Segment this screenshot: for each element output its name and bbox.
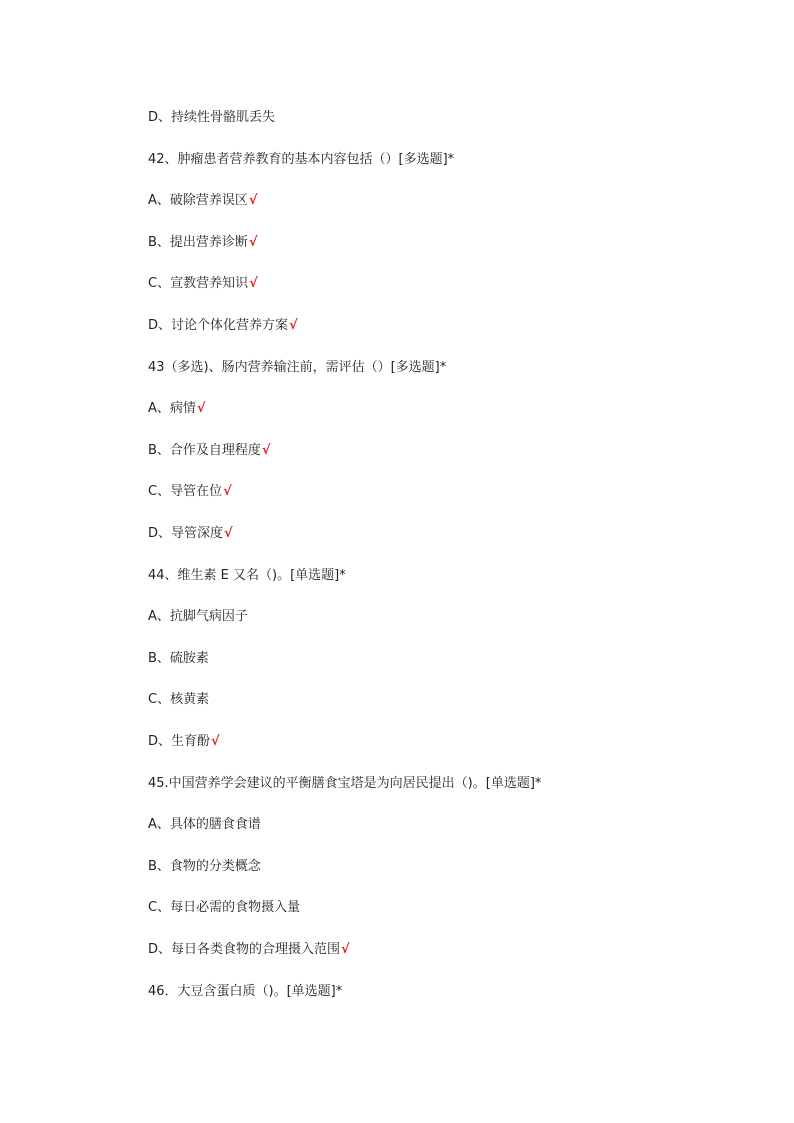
check-mark-icon: √ [289, 318, 298, 333]
option-line [148, 691, 209, 709]
option-line [148, 941, 350, 959]
check-mark-icon: √ [249, 276, 258, 291]
option-line [148, 650, 209, 668]
option-line [148, 442, 271, 460]
check-mark-icon: √ [248, 193, 258, 208]
check-mark-icon: √ [248, 235, 258, 250]
question-label: 42、肿瘤患者营养教育的基本内容包括（）[多选题]* [148, 152, 455, 167]
question-label: 45.中国营养学会建议的平衡膳食宝塔是为向居民提出（)。[单选题]* [148, 776, 542, 791]
check-mark-icon: √ [224, 526, 233, 541]
option-label: B、食物的分类概念 [148, 859, 261, 874]
option-label: A、具体的膳食食谱 [148, 817, 261, 832]
question-text [148, 567, 346, 585]
question-label: 46．大豆含蛋白质（)。[单选题]* [148, 984, 343, 999]
option-label: C、核黄素 [148, 692, 210, 707]
option-line [148, 899, 300, 917]
check-mark-icon: √ [211, 734, 220, 749]
check-mark-icon: √ [261, 443, 271, 458]
option-label: C、宣教营养知识 [148, 276, 249, 291]
option-line [148, 858, 261, 876]
question-text [148, 983, 342, 1001]
option-line [148, 483, 232, 501]
check-mark-icon: √ [341, 942, 350, 957]
option-label: C、每日必需的食物摄入量 [148, 900, 301, 915]
option-label: D、导管深度 [148, 526, 224, 541]
option-label: C、导管在位 [148, 484, 223, 499]
option-label: A、抗脚气病因子 [148, 609, 248, 624]
question-text [148, 151, 454, 169]
option-label: D、持续性骨骼肌丢失 [148, 110, 276, 125]
option-label: B、提出营养诊断 [148, 235, 248, 250]
option-line [148, 234, 258, 252]
option-line [148, 192, 258, 210]
question-text [148, 359, 446, 377]
option-line [148, 525, 233, 543]
option-label: D、生育酚 [148, 734, 211, 749]
option-line [148, 109, 275, 127]
option-label: A、病情 [148, 401, 196, 416]
option-label: A、破除营养误区 [148, 193, 248, 208]
option-line [148, 275, 258, 293]
option-line [148, 816, 261, 834]
option-line [148, 733, 220, 751]
option-label: D、每日各类食物的合理摄入范围 [148, 942, 341, 957]
option-label: B、硫胺素 [148, 651, 209, 666]
question-text [148, 775, 541, 793]
question-label: 44、维生素 E 又名（)。[单选题]* [148, 568, 346, 583]
check-mark-icon: √ [196, 401, 206, 416]
option-label: B、合作及自理程度 [148, 443, 261, 458]
check-mark-icon: √ [223, 484, 232, 499]
option-line [148, 608, 248, 626]
question-label: 43（多选)、肠内营养输注前，需评估（）[多选题]* [148, 360, 447, 375]
option-line [148, 317, 298, 335]
option-label: D、讨论个体化营养方案 [148, 318, 289, 333]
option-line [148, 400, 206, 418]
